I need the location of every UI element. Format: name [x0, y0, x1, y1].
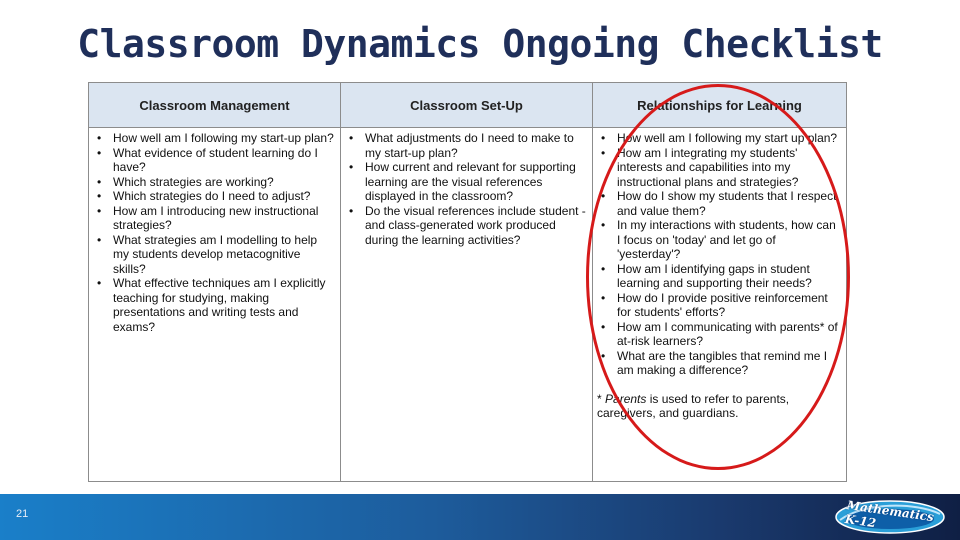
question-list: [93, 131, 336, 334]
logo-label: Mathematics K-12: [844, 498, 935, 531]
footer-bar: [0, 494, 960, 540]
list-item: • What effective techniques am I explicitly teaching for studying, making presentations and writing tests and exams?: [93, 276, 336, 334]
list-item: • What strategies am I modelling to help my students develop metacognitive skills?: [93, 233, 336, 277]
list-item: • How well am I following my start up plan?: [597, 131, 842, 146]
table-header-row: [89, 83, 847, 128]
footnote-emphasis: Parents: [605, 391, 647, 406]
list-item: • What evidence of student learning do I have?: [93, 146, 336, 175]
footnote-marker: *: [597, 391, 606, 406]
list-item: • How am I communicating with parents* of at-risk learners?: [597, 320, 842, 349]
header-classroom-management: Classroom Management: [89, 83, 341, 128]
page-number: 21: [16, 508, 29, 520]
header-classroom-set-up: Classroom Set-Up: [341, 83, 593, 128]
list-item: • How am I introducing new instructional strategies?: [93, 204, 336, 233]
footnote: [597, 392, 842, 421]
list-item: • How do I show my students that I respect and value them?: [597, 189, 842, 218]
list-item: • How do I provide positive reinforcement for students' efforts?: [597, 291, 842, 320]
list-item: • How am I identifying gaps in student learning and supporting their needs?: [597, 262, 842, 291]
list-item: • Which strategies do I need to adjust?: [93, 189, 336, 204]
list-item: • Do the visual references include student - and class-generated work produced during the learning activities?: [345, 204, 588, 248]
column-relationships-for-learning: [593, 128, 847, 482]
list-item: • How am I integrating my students' interests and capabilities into my instructional plans and strategies?: [597, 146, 842, 190]
list-item: • How well am I following my start-up plan?: [93, 131, 336, 146]
question-list: [345, 131, 588, 247]
table-body-row: [89, 128, 847, 482]
slide-title: Classroom Dynamics Ongoing Checklist: [77, 22, 883, 66]
list-item: • How current and relevant for supporting learning are the visual references displayed in the classroom?: [345, 160, 588, 204]
column-classroom-management: [89, 128, 341, 482]
question-list: [597, 131, 842, 378]
footnote-text: is used to refer to parents, caregivers, and guardians.: [597, 391, 790, 420]
column-classroom-set-up: [341, 128, 593, 482]
list-item: • In my interactions with students, how can I focus on 'today' and let go of 'yesterday'?: [597, 218, 842, 262]
list-item: • Which strategies are working?: [93, 175, 336, 190]
list-item: • What adjustments do I need to make to my start-up plan?: [345, 131, 588, 160]
list-item: • What are the tangibles that remind me I am making a difference?: [597, 349, 842, 378]
checklist-table: [88, 82, 847, 482]
header-relationships-for-learning: Relationships for Learning: [593, 83, 847, 128]
